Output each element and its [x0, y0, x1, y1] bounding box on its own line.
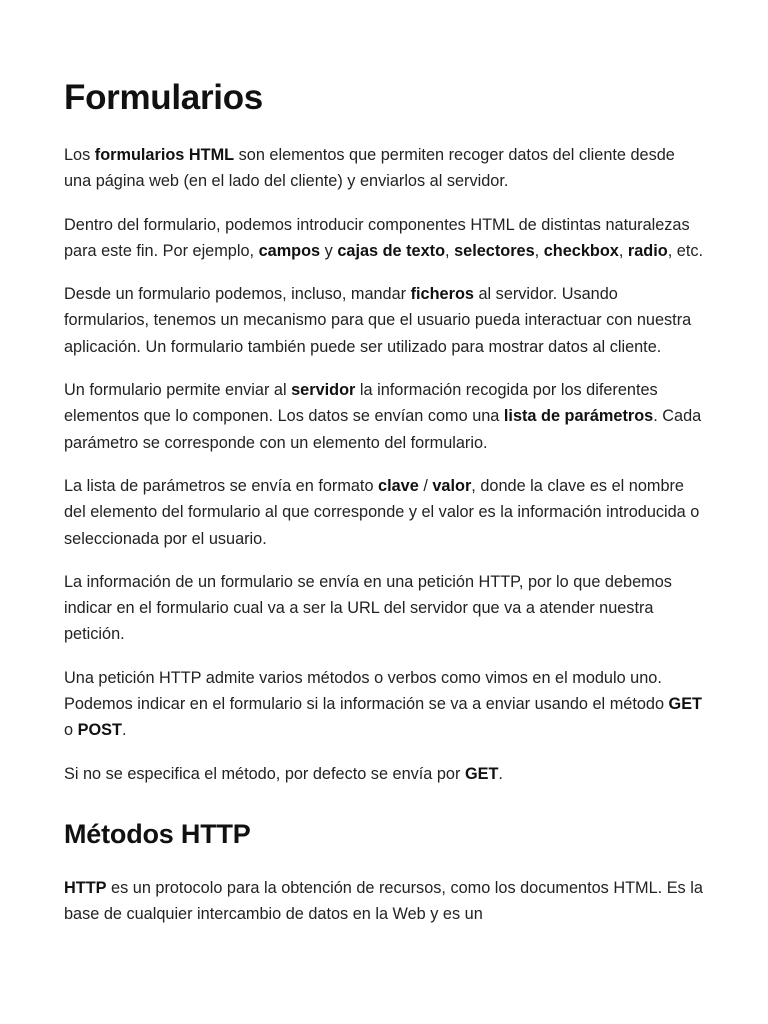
text-run: y [320, 241, 338, 260]
paragraph-files [64, 281, 704, 360]
paragraph-server [64, 377, 704, 456]
text-run: es un protocolo para la obtención de recursos, como los documentos HTML. Es la base de cualquier intercambio de datos en la Web y es un [64, 878, 703, 924]
paragraph-http-request [64, 569, 704, 648]
bold-term: ficheros [410, 285, 474, 304]
text-run: . [121, 721, 127, 740]
bold-term: radio [627, 241, 668, 260]
text-run: Dentro del formulario, podemos introducir componentes HTML de distintas naturalezas para este fin. Por ejemplo, [64, 215, 690, 260]
text-run: , etc. [667, 241, 704, 260]
paragraph-http-intro [64, 875, 704, 928]
text-run: son elementos que permiten recoger datos del cliente desde una página web (en el lado del cliente) y enviarlos al servidor. [64, 146, 675, 191]
text-run: al servidor. Usando formularios, tenemos un mecanismo para que el usuario pueda interactuar con nuestra aplicación. Un formulario también puede ser utilizado para mostrar datos al cliente. [64, 285, 692, 356]
text-run: / [418, 476, 433, 495]
text-run: Una petición HTTP admite varios métodos o verbos como vimos en el modulo uno. Podemos indicar en el formulario si la información se va a enviar usando el método [64, 668, 669, 714]
bold-term: GET [668, 695, 703, 714]
bold-term: checkbox [543, 241, 619, 260]
bold-term: POST [77, 721, 122, 740]
text-run: Si no se especifica el método, por defecto se envía por [64, 764, 465, 783]
page-title: Formularios [64, 78, 263, 117]
paragraph-default-method [64, 761, 704, 787]
text-run: , [534, 241, 544, 260]
text-run: . [498, 764, 503, 783]
section-title-http-methods: Métodos HTTP [64, 818, 251, 849]
text-run: La información de un formulario se envía en una petición HTTP, por lo que debemos indicar en el formulario cual va a ser la URL del servidor que va a atender nuestra petición. [64, 572, 672, 644]
bold-term: GET [464, 764, 499, 783]
text-run: Desde un formulario podemos, incluso, mandar [64, 285, 411, 304]
text-run: o [64, 721, 78, 740]
bold-term: valor [432, 476, 472, 495]
text-run: La lista de parámetros se envía en formato [64, 476, 379, 495]
text-run: , [618, 241, 628, 260]
text-run: , [445, 241, 455, 260]
paragraph-intro [64, 142, 704, 195]
text-run: Los [64, 146, 95, 164]
bold-term: lista de parámetros [503, 407, 654, 426]
bold-term: HTTP [64, 878, 107, 897]
bold-term: cajas de texto [337, 241, 446, 260]
bold-term: selectores [454, 241, 535, 260]
paragraph-methods [64, 665, 704, 744]
text-run: la información recogida por los diferentes elementos que lo componen. Los datos se envían como una [64, 381, 658, 426]
text-run: , donde la clave es el nombre del elemento del formulario al que corresponde y el valor es la información introducida o seleccionada por el usuario. [64, 476, 700, 548]
bold-term: clave [378, 476, 419, 495]
text-run: Un formulario permite enviar al [64, 381, 292, 400]
paragraph-components [64, 212, 704, 265]
text-run: . Cada parámetro se corresponde con un elemento del formulario. [64, 407, 702, 452]
bold-term: servidor [291, 381, 356, 400]
bold-term: campos [258, 241, 321, 260]
paragraph-key-value [64, 473, 704, 552]
bold-term: formularios HTML [94, 146, 235, 164]
